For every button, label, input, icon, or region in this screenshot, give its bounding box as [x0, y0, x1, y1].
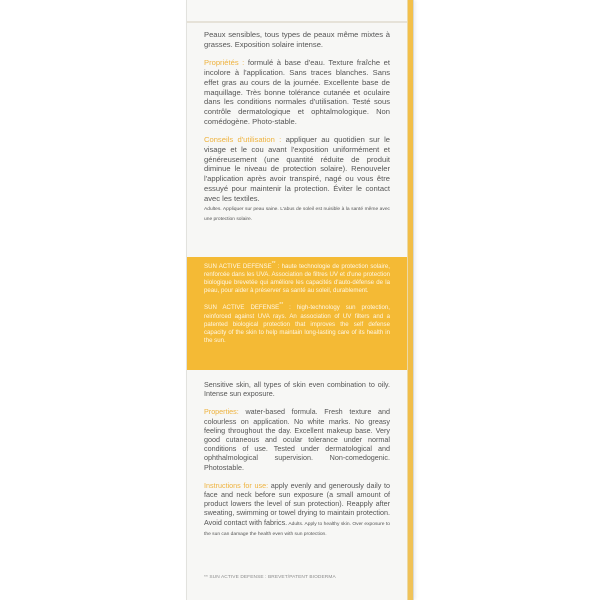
fr-usage-label: Conseils d'utilisation :	[204, 135, 282, 145]
en-usage-small-print: Adults. Apply to healthy skin. Over exposure to the sun can damage the health even with sun protection.	[204, 521, 390, 537]
box-flap-edge	[187, 21, 413, 23]
band-fr-text: : haute technologie de protection solaire, renforcée dans les UVA. Association de filtres UV et d'une protection biologique brevetée qui améliore les capacités d'auto-défense de la peau, pour aider à préserver sa santé au soleil, durablement.	[204, 263, 390, 295]
sun-active-defense-band	[187, 257, 407, 370]
fr-intro: Peaux sensibles, tous types de peaux même mixtes à grasses. Exposition solaire intense.	[204, 30, 390, 49]
band-en-label: SUN ACTIVE DEFENSE	[204, 304, 280, 312]
en-usage-paragraph	[204, 481, 390, 538]
en-usage-text: apply evenly and generously daily to face and neck before sun exposure (a small amount of product lowers the level of sun protection). Reapply after sweating, swimming or towel drying to maintain protection. Avoid contact with fabrics.	[204, 480, 391, 527]
fr-usage-text: appliquer au quotidien sur le visage et le cou avant l'exposition uniformément et généreusement (une quantité réduite de produit diminue le niveau de protection solaire). Renouveler l'application après avoir transpiré, nagé ou vous être essuyé pour maintenir la protection. Éviter le contact avec les textiles.	[204, 135, 390, 203]
en-intro: Sensitive skin, all types of skin even combination to oily. Intense sun exposure.	[204, 380, 390, 399]
band-en-text: : high-technology sun protection, reinforced against UVA rays. An association of UV filters and a patented biological protection that improves the self defense capacity of the skin to help maintain long-lasting care of its health in the sun.	[204, 304, 390, 344]
box-top-flap	[187, 0, 413, 22]
french-text-section	[204, 30, 390, 233]
fr-usage-paragraph	[204, 135, 390, 223]
en-usage-label: Instructions for use:	[204, 480, 269, 490]
side-accent-stripe	[408, 0, 413, 600]
en-properties-label: Properties:	[204, 407, 239, 417]
band-en-paragraph	[204, 301, 390, 345]
band-en-sup: **	[279, 302, 284, 309]
english-text-section	[204, 380, 390, 547]
fr-properties-label: Propriétés :	[204, 58, 245, 68]
fr-properties-text: formulé à base d'eau. Texture fraîche et incolore à l'application. Sans traces blanches. Sans effet gras au cours de la journée. Excellente base de maquillage. Très bonne tolérance cutanée et oculaire dans les conditions normales d'utilisation. Testé sous contrôle dermatologique et ophtalmologique. Non comédogène. Photo-stable.	[204, 58, 390, 126]
band-fr-sup: **	[271, 261, 276, 267]
fr-usage-small-print: Adultes. Appliquer sur peau saine. L'abus de soleil est nuisible à la santé même avec une protection solaire.	[204, 207, 390, 223]
en-properties-text: water-based formula. Fresh texture and colourless on application. No white marks. No greasy feeling throughout the day. Excellent makeup base. Very good cutaneous and ocular tolerance under normal conditions of use. Tested under dermatological and ophthalmological supervision. Non-comedogenic. Photostable.	[204, 407, 390, 472]
band-text	[204, 260, 390, 351]
band-fr-label: SUN ACTIVE DEFENSE	[204, 263, 272, 271]
patent-footer: ** SUN ACTIVE DEFENSE : BREVET/PATENT BIODERMA	[204, 575, 336, 580]
en-intro-text	[204, 380, 390, 398]
product-box-back-panel	[186, 0, 414, 600]
band-fr-paragraph	[204, 260, 390, 295]
fr-properties-paragraph	[204, 58, 390, 126]
fr-intro-text	[204, 30, 390, 49]
en-properties-paragraph	[204, 407, 390, 471]
